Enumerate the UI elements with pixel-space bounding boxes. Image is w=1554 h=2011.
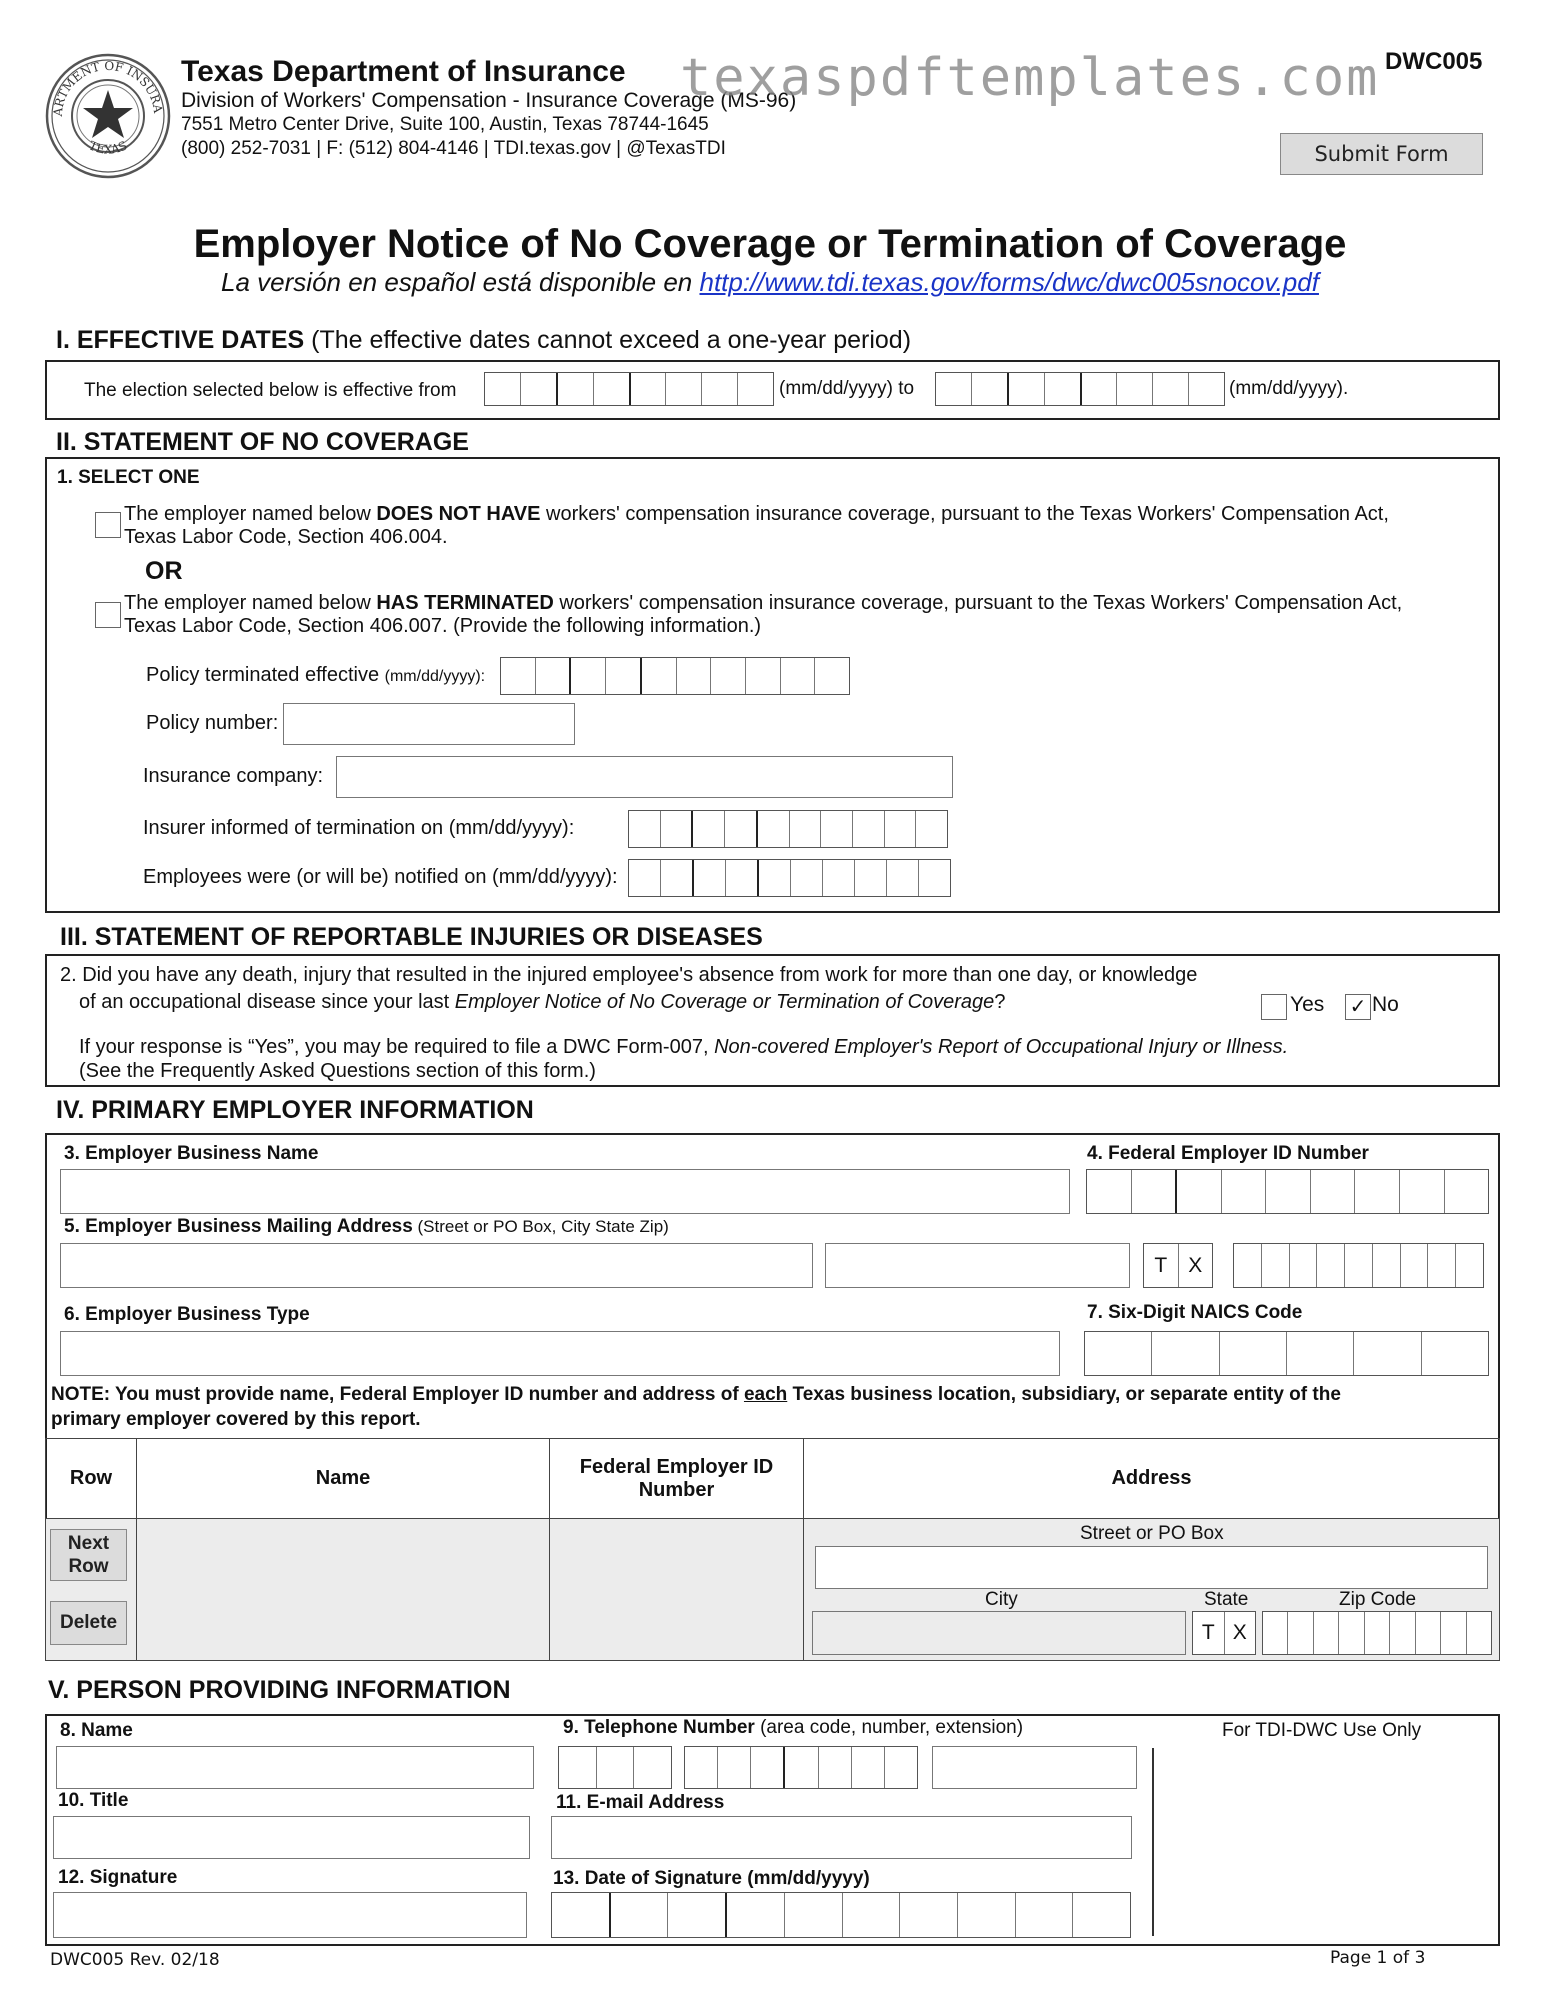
next-row-button[interactable]: Next Row: [50, 1529, 127, 1581]
opt2-post: workers' compensation insurance coverage, pursuant to the Texas Workers' Compensation Act,: [553, 592, 1403, 614]
no-coverage-checkbox[interactable]: [95, 512, 121, 538]
note-pre: If your response is “Yes”, you may be required to file a DWC Form-007,: [79, 1036, 715, 1058]
effective-end-label: (mm/dd/yyyy).: [1229, 378, 1349, 399]
f12-label: 12. Signature: [58, 1867, 178, 1888]
select-one-label: 1. SELECT ONE: [57, 467, 200, 488]
f10-label: 10. Title: [58, 1790, 129, 1811]
f13-label: 13. Date of Signature (mm/dd/yyyy): [553, 1868, 870, 1889]
row-state-input[interactable]: [1192, 1611, 1256, 1655]
f5-bold: 5. Employer Business Mailing Address: [64, 1216, 413, 1237]
note-i: Non-covered Employer's Report of Occupational Injury or Illness.: [714, 1036, 1289, 1058]
f6-label: 6. Employer Business Type: [64, 1304, 310, 1325]
section2-heading: II. STATEMENT OF NO COVERAGE: [56, 428, 469, 456]
policy-number-input[interactable]: [283, 703, 575, 745]
phone-ext-input[interactable]: [932, 1746, 1137, 1789]
mailing-state-input[interactable]: [1143, 1243, 1213, 1288]
s4-note-post: Texas business location, subsidiary, or separate entity of the: [787, 1384, 1341, 1405]
insurer-informed-date[interactable]: [628, 810, 948, 848]
state-label: State: [1204, 1589, 1249, 1610]
section4-heading: IV. PRIMARY EMPLOYER INFORMATION: [56, 1096, 534, 1124]
section1-heading: [56, 326, 911, 355]
policy-term-small: (mm/dd/yyyy):: [384, 668, 486, 685]
spanish-prefix: La versión en español está disponible en: [221, 267, 700, 297]
email-input[interactable]: [551, 1816, 1132, 1859]
office-divider: [1152, 1748, 1154, 1936]
policy-number-label: Policy number:: [146, 712, 279, 734]
th-fein: Federal Employer ID Number: [550, 1439, 804, 1519]
policy-terminated-date[interactable]: [500, 657, 850, 695]
delete-button[interactable]: Delete: [50, 1601, 127, 1645]
reportable-note: [79, 1035, 1288, 1083]
opt2-line2: Texas Labor Code, Section 406.007. (Provide the following information.): [124, 615, 762, 637]
s4-note-line2: primary employer covered by this report.: [51, 1409, 421, 1430]
effective-to-label: (mm/dd/yyyy) to: [779, 378, 915, 399]
state-t: T: [1144, 1244, 1179, 1287]
city-label: City: [985, 1589, 1018, 1610]
row-state-x: X: [1232, 1621, 1247, 1644]
fein-input[interactable]: [1086, 1169, 1489, 1214]
option2-text: [124, 592, 1494, 638]
page-number: Page 1 of 3: [1330, 1948, 1426, 1968]
mailing-city-input[interactable]: [825, 1243, 1130, 1288]
employees-notified-label: Employees were (or will be) notified on (mm/dd/yyyy):: [143, 866, 618, 888]
effective-from-label: The election selected below is effective from: [84, 380, 457, 401]
svg-text:DEPARTMENT OF INSURANCE: ARTMENT OF INSURA: [50, 58, 166, 117]
opt2-bold: HAS TERMINATED: [376, 592, 554, 614]
row-street-input[interactable]: [815, 1546, 1488, 1589]
yes-label: Yes: [1290, 993, 1325, 1016]
or-label: OR: [145, 557, 183, 585]
opt1-pre: The employer named below: [124, 503, 377, 525]
s4-note-u: each: [743, 1384, 788, 1405]
naics-input[interactable]: [1084, 1331, 1489, 1376]
employees-notified-date[interactable]: [628, 859, 951, 897]
opt2-pre: The employer named below: [124, 592, 377, 614]
f4-label: 4. Federal Employer ID Number: [1087, 1143, 1369, 1164]
th-row: Row: [46, 1439, 137, 1519]
form-title: Employer Notice of No Coverage or Termination of Coverage: [193, 222, 1347, 266]
submit-form-button[interactable]: Submit Form: [1280, 133, 1483, 175]
opt1-post: workers' compensation insurance coverage, pursuant to the Texas Workers' Compensation Act,: [540, 503, 1389, 525]
f9-rest: (area code, number, extension): [754, 1717, 1024, 1738]
division-name: Division of Workers' Compensation - Insurance Coverage (MS-96): [181, 89, 797, 112]
q-line2-i: Employer Notice of No Coverage or Termination of Coverage: [454, 991, 995, 1013]
row-city-input[interactable]: [812, 1611, 1186, 1655]
q-line2-pre: of an occupational disease since your last: [79, 991, 455, 1013]
svg-text:TEXAS: TEXAS: [86, 138, 130, 157]
person-name-input[interactable]: [56, 1746, 534, 1789]
section3-heading: III. STATEMENT OF REPORTABLE INJURIES OR DISEASES: [60, 923, 763, 951]
option1-text: [124, 503, 1494, 549]
mailing-street-input[interactable]: [60, 1243, 813, 1288]
signature-input[interactable]: [53, 1892, 527, 1938]
form-id: DWC005: [1385, 48, 1483, 75]
office-use-label: For TDI-DWC Use Only: [1222, 1720, 1422, 1741]
fein-cell[interactable]: [550, 1519, 804, 1661]
f7-label: 7. Six-Digit NAICS Code: [1087, 1302, 1303, 1323]
q-line2-post: ?: [994, 991, 1006, 1013]
no-checkbox[interactable]: ✓: [1345, 994, 1371, 1020]
tdi-seal: [44, 52, 172, 180]
mailing-zip-input[interactable]: [1233, 1243, 1484, 1288]
spanish-note: [0, 267, 1540, 298]
agency-contact: (800) 252-7031 | F: (512) 804-4146 | TDI.texas.gov | @TexasTDI: [181, 138, 726, 159]
effective-from-date[interactable]: [484, 372, 774, 406]
f8-label: 8. Name: [60, 1720, 133, 1741]
revision-label: DWC005 Rev. 02/18: [50, 1950, 220, 1970]
agency-name: Texas Department of Insurance: [181, 55, 626, 88]
state-x: X: [1188, 1253, 1203, 1277]
section5-heading: V. PERSON PROVIDING INFORMATION: [48, 1676, 511, 1704]
f9-label: [563, 1717, 1023, 1739]
f9-bold: 9. Telephone Number: [563, 1717, 755, 1738]
f11-label: 11. E-mail Address: [556, 1792, 725, 1813]
s4-note-pre: NOTE: You must provide name, Federal Employer ID number and address of: [51, 1384, 744, 1405]
no-label: No: [1372, 993, 1399, 1016]
opt1-line2: Texas Labor Code, Section 406.004.: [124, 526, 448, 548]
section1-heading-rest: (The effective dates cannot exceed a one-year period): [304, 326, 912, 354]
policy-terminated-label: [146, 664, 485, 687]
agency-address: 7551 Metro Center Drive, Suite 100, Austin, Texas 78744-1645: [181, 114, 709, 135]
insurer-informed-label: Insurer informed of termination on (mm/dd/yyyy):: [143, 817, 575, 839]
row-state-t: T: [1193, 1612, 1225, 1654]
th-address: Address: [804, 1439, 1500, 1519]
th-name: Name: [137, 1439, 550, 1519]
policy-term-text: Policy terminated effective: [146, 664, 385, 686]
q-line1: 2. Did you have any death, injury that resulted in the injured employee's absence from work for more than one day, or knowledge: [60, 964, 1198, 986]
effective-to-date[interactable]: [935, 372, 1225, 406]
street-label: Street or PO Box: [1080, 1523, 1224, 1544]
row-zip-input[interactable]: [1262, 1611, 1492, 1655]
question2-text: [60, 962, 1197, 1016]
spanish-link[interactable]: http://www.tdi.texas.gov/forms/dwc/dwc005snocov.pdf: [699, 267, 1319, 297]
insurance-company-input[interactable]: [336, 756, 953, 798]
business-name-input[interactable]: [60, 1169, 1070, 1214]
section1-heading-bold: I. EFFECTIVE DATES: [56, 326, 305, 354]
f3-label: 3. Employer Business Name: [64, 1143, 319, 1164]
watermark: texaspdftemplates.com: [680, 48, 1380, 108]
zip-label: Zip Code: [1339, 1589, 1417, 1610]
opt1-bold: DOES NOT HAVE: [376, 503, 541, 525]
yes-checkbox[interactable]: [1261, 994, 1287, 1020]
f5-label: [64, 1216, 669, 1238]
subsidiary-note: [51, 1382, 1496, 1432]
f5-rest: (Street or PO Box, City State Zip): [412, 1217, 669, 1236]
insurance-company-label: Insurance company:: [143, 765, 324, 787]
name-cell[interactable]: [137, 1519, 550, 1661]
phone-area-input[interactable]: [558, 1746, 672, 1789]
business-type-input[interactable]: [60, 1331, 1060, 1376]
title-input[interactable]: [53, 1816, 530, 1859]
note-line2: (See the Frequently Asked Questions section of this form.): [79, 1060, 596, 1082]
signature-date-input[interactable]: [551, 1892, 1131, 1938]
phone-number-input[interactable]: [684, 1746, 918, 1789]
terminated-checkbox[interactable]: [95, 602, 121, 628]
